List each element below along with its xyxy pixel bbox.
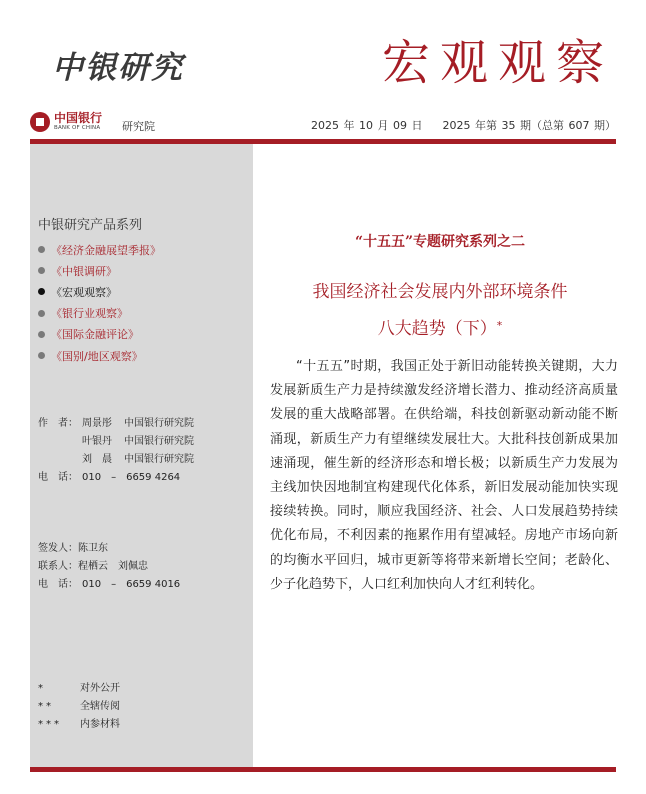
abstract-paragraph: “十五五”时期，我国正处于新旧动能转换关键期，大力发展新质生产力是持续激发经济增长潜力、推动经济高质量发展的重大战略部署。在供给端，科技创新驱动新动能不断涌现，新质生产力有望继续发展壮大。大批科技创新成果加速涌现，催生新的经济形态和增长极；以新质生产力发展为主线加快因地制宜构建现代化体系，新旧发展动能加快实现接续转换。同时，顺应我国经济、社会、人口发展趋势持续优化布局，不利因素的拖累作用有望减轻。房地产市场向新的均衡水平回归，城市更新等将带来新增长空间；老龄化、少子化趋势下，人口红利加快向人才红利转化。 — [270, 359, 618, 592]
series-item-current[interactable]: 《宏观观察》 — [38, 281, 161, 302]
contact-names: 程栖云 刘佩忠 — [78, 561, 148, 572]
calligraphy-logo: 中银研究 — [52, 50, 184, 86]
publication-title: 宏观观察 — [381, 35, 614, 91]
authors-block: 作 者： 周景彤 中国银行研究院 叶银丹 中国银行研究院 刘 晨 中国银行研究院 电 话： 010 – 6659 4264 — [38, 415, 194, 487]
series-item[interactable]: 《中银调研》 — [38, 260, 161, 281]
bank-logo-en: BANK OF CHINA — [54, 125, 101, 132]
title-line-2: 八大趋势（下） — [377, 319, 497, 339]
series-heading: 中银研究产品系列 — [38, 218, 143, 233]
author-phone: 010 – 6659 4264 — [82, 472, 181, 483]
title-line-1: 我国经济社会发展内外部环境条件 — [312, 282, 568, 302]
issue-number: 2025 年第 35 期（总第 607 期） — [442, 119, 616, 132]
classification-legend: * 对外公开 ** 全辖传阅 *** 内参材料 — [38, 683, 120, 730]
date-issue-line — [311, 117, 616, 133]
author-name: 周景彤 — [82, 418, 112, 429]
institute-label: 研究院 — [122, 120, 155, 133]
bullet-icon — [38, 246, 45, 253]
author-name: 叶银丹 — [82, 436, 112, 447]
author-org: 中国银行研究院 — [124, 418, 194, 429]
author-name: 刘 晨 — [82, 454, 112, 465]
bottom-divider — [30, 767, 616, 772]
series-item[interactable]: 《经济金融展望季报》 — [38, 239, 161, 260]
author-org: 中国银行研究院 — [124, 454, 194, 465]
contact-block: 签发人：陈卫东 联系人：程栖云 刘佩忠 电 话： 010 – 6659 4016 — [38, 543, 181, 590]
footnote-mark: * — [496, 319, 503, 332]
author-org: 中国银行研究院 — [124, 436, 194, 447]
series-item[interactable]: 《国际金融评论》 — [38, 324, 161, 345]
publish-date: 2025 年 10 月 09 日 — [311, 119, 423, 132]
series-subtitle: “十五五”专题研究系列之二 — [354, 234, 526, 250]
bank-logo — [30, 112, 102, 132]
document-title — [255, 274, 625, 348]
series-item[interactable]: 《银行业观察》 — [38, 303, 161, 324]
series-list — [38, 239, 161, 366]
contact-phone: 010 – 6659 4016 — [82, 579, 181, 590]
bank-logo-cn: 中国银行 — [54, 111, 103, 126]
bullet-icon — [38, 310, 45, 317]
series-item[interactable]: 《国别/地区观察》 — [38, 345, 161, 366]
bank-emblem-icon — [30, 112, 50, 132]
bullet-icon — [38, 352, 45, 359]
signer-name: 陈卫东 — [78, 543, 108, 554]
bullet-icon — [38, 288, 45, 295]
bullet-icon — [38, 267, 45, 274]
bullet-icon — [38, 331, 45, 338]
